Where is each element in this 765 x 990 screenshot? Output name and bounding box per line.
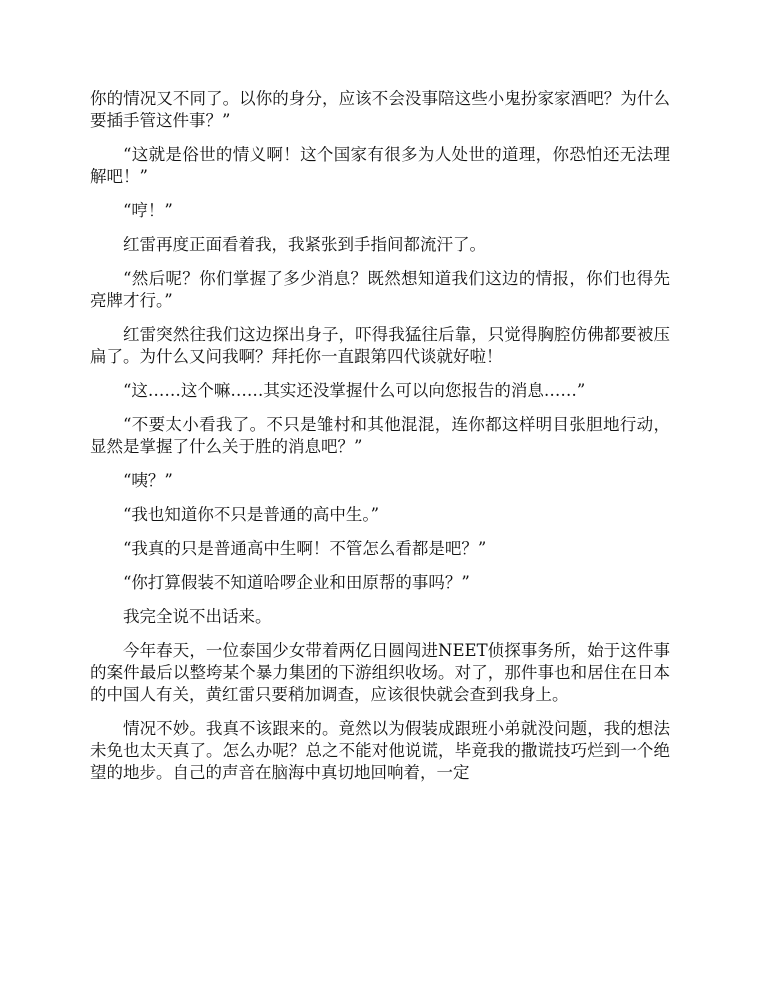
paragraph: “我真的只是普通高中生啊！不管怎么看都是吧？”	[123, 539, 487, 558]
paragraph: “你打算假装不知道哈啰企业和田原帮的事吗？”	[123, 573, 470, 592]
paragraph: “不要太小看我了。不只是雏村和其他混混，连你都这样明目张胆地行动，显然是掌握了什么关于胜的消息吧？”	[90, 415, 670, 456]
document-page	[90, 88, 670, 796]
paragraph: “咦？”	[123, 471, 173, 490]
paragraph: 情况不妙。我真不该跟来的。竟然以为假装成跟班小弟就没问题，我的想法未免也太天真了。怎么办呢？总之不能对他说谎，毕竟我的撒谎技巧烂到一个绝望的地步。自己的声音在脑海中真切地回响着，一定	[90, 719, 670, 782]
paragraph: 红雷再度正面看着我，我紧张到手指间都流汗了。	[123, 235, 486, 254]
paragraph: “我也知道你不只是普通的高中生。”	[123, 505, 380, 524]
paragraph: 我完全说不出话来。	[123, 607, 272, 626]
paragraph: “这就是俗世的情义啊！这个国家有很多为人处世的道理，你恐怕还无法理解吧！”	[90, 145, 670, 186]
paragraph: 今年春天，一位泰国少女带着两亿日圆闯进NEET侦探事务所，始于这件事的案件最后以整垮某个暴力集团的下游组织收场。对了，那件事也和居住在日本的中国人有关，黄红雷只要稍加调查，应该很快就会查到我身上。	[90, 641, 670, 704]
paragraph: 红雷突然往我们这边探出身子，吓得我猛往后靠，只觉得胸腔仿佛都要被压扁了。为什么又问我啊？拜托你一直跟第四代谈就好啦！	[90, 325, 670, 366]
paragraph: “哼！”	[123, 201, 173, 220]
paragraph: “然后呢？你们掌握了多少消息？既然想知道我们这边的情报，你们也得先亮牌才行。”	[90, 269, 670, 310]
paragraph: “这……这个嘛……其实还没掌握什么可以向您报告的消息……”	[123, 381, 586, 400]
paragraph: 你的情况又不同了。以你的身分，应该不会没事陪这些小鬼扮家家酒吧？为什么要插手管这件事？”	[90, 89, 670, 130]
